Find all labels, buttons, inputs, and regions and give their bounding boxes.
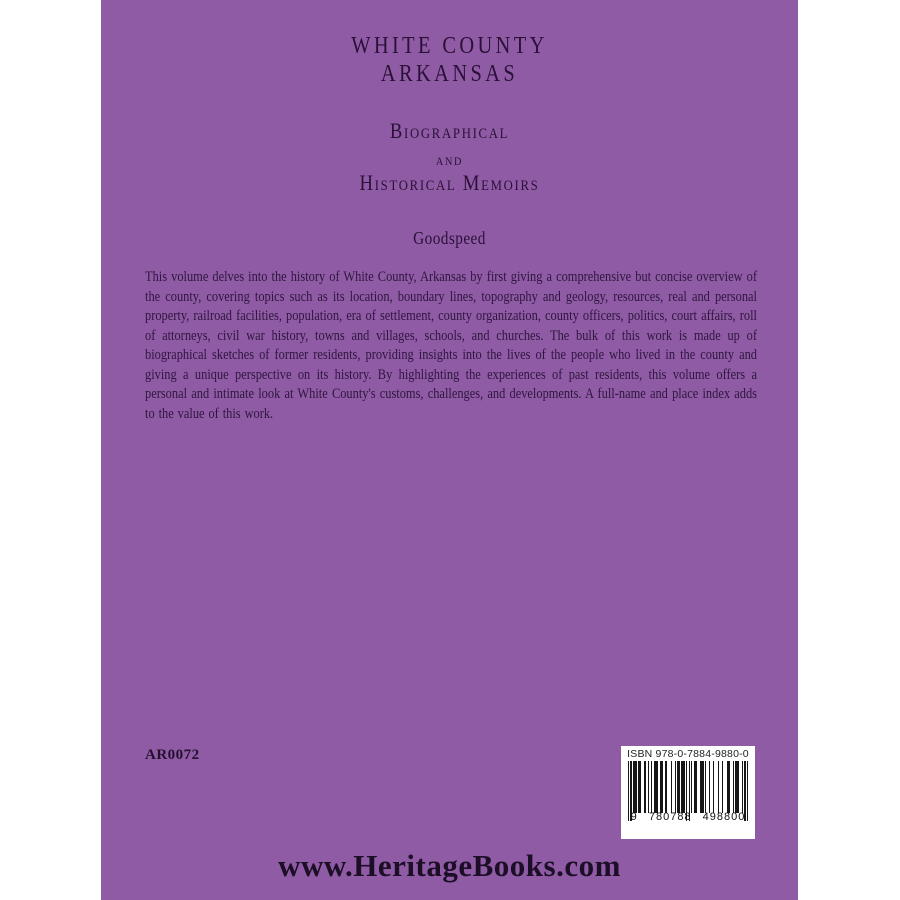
barcode-digits: 9 780788 498800 [630,811,746,823]
book-back-cover [101,0,798,900]
isbn-label: ISBN 978-0-7884-9880-0 [627,748,749,760]
book-title-line1: WHITE COUNTY [351,33,548,59]
book-subtitle-line2: and [435,150,464,169]
book-subtitle-line1: Biographical [389,118,510,143]
publisher-website-url: www.HeritageBooks.com [278,848,621,883]
isbn-barcode [621,746,755,839]
book-subtitle-line3: Historical Memoirs [359,170,540,195]
book-title-line2: ARKANSAS [380,61,519,87]
publisher-name: Goodspeed [413,228,486,248]
catalog-number: AR0072 [145,747,200,763]
book-description: This volume delves into the history of White County, Arkansas by first giving a comprehensive but concise overview of the county, covering topics such as its location, boundary lines, topography and geology, resources, real and personal property, railroad facilities, population, era of settlement, county organization, county officers, politics, court affairs, roll of attorneys, civil war history, towns and villages, schools, and churches. The bulk of this work is made up of biographical sketches of former residents, providing insights into the lives of the people who lived in the county and giving a unique perspective on its history. By highlighting the experiences of past residents, this volume offers a personal and intimate look at White County's customs, challenges, and developments. A full-name and place index adds to the value of this work. [145,269,757,422]
